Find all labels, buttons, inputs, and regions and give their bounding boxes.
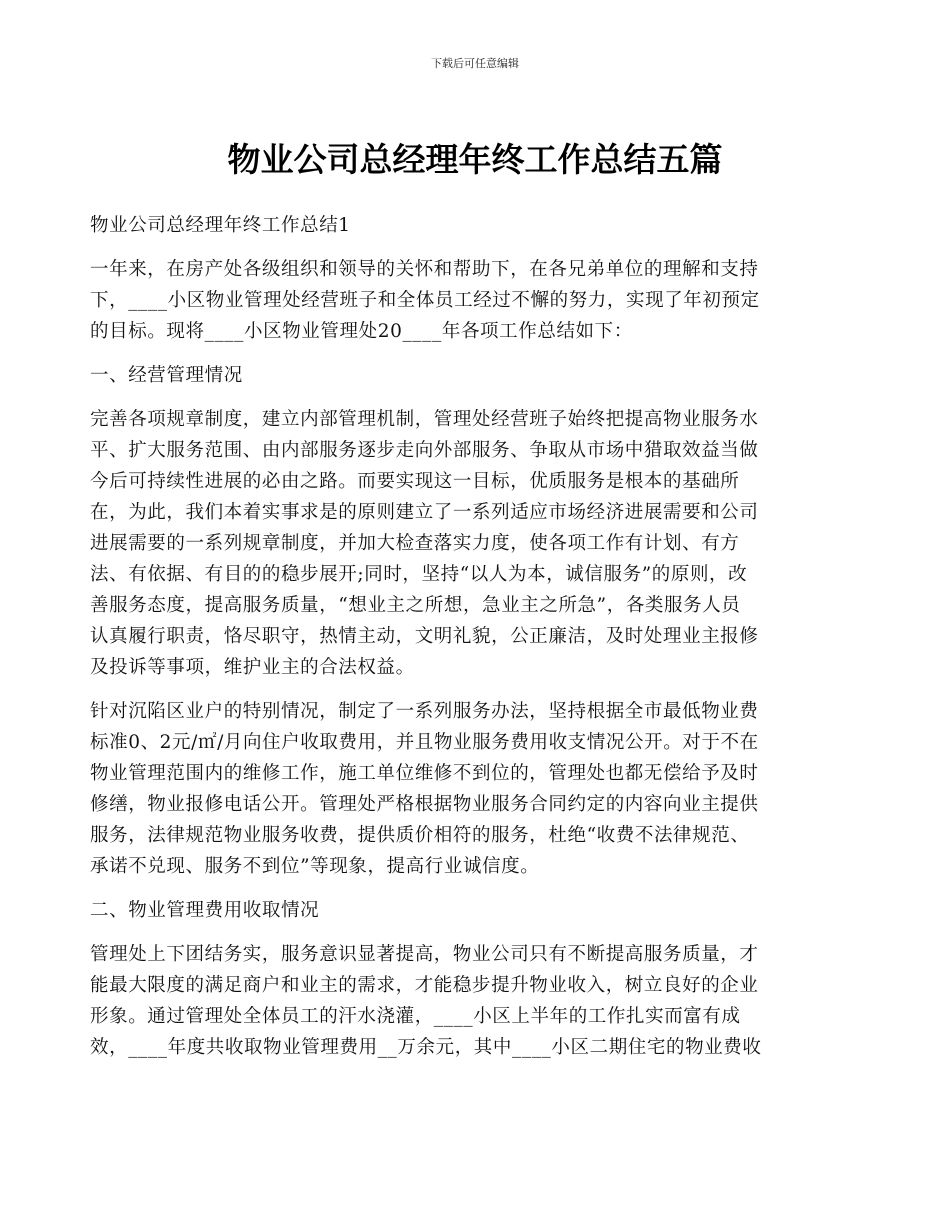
body-paragraph [90, 696, 862, 882]
text-line: 今后可持续性进展的必由之路。而要实现这一目标，优质服务是根本的基础所 [90, 471, 740, 492]
text-line: 平、扩大服务范围、由内部服务逐步走向外部服务、争取从市场中猎取效益当做 [90, 440, 759, 461]
body-paragraph [90, 939, 862, 1063]
section-heading [90, 360, 862, 391]
text-line: 善服务态度，提高服务质量，“想业主之所想，急业主之所急”，各类服务人员 [90, 595, 741, 616]
text-line: 下，____小区物业管理处经营班子和全体员工经过不懈的努力，实现了年初预定 [90, 290, 760, 311]
text-line: 形象。通过管理处全体员工的汗水浇灌，____小区上半年的工作扎实而富有成 [90, 1006, 741, 1027]
text-line: 的目标。现将____小区物业管理处20____年各项工作总结如下： [90, 321, 633, 342]
header-note: 下载后可任意编辑 [431, 57, 519, 70]
text-line: 二、物业管理费用收取情况 [90, 900, 320, 921]
text-line: 在，为此，我们本着实事求是的原则建立了一系列适应市场经济进展需要和公司 [90, 502, 759, 523]
text-line: 及投诉等事项，维护业主的合法权益。 [90, 657, 415, 678]
section-subtitle [90, 210, 862, 241]
section-heading [90, 895, 862, 926]
text-line: 服务，法律规范物业服务收费，提供质价相符的服务，杜绝“收费不法律规范、 [90, 825, 750, 846]
intro-paragraph [90, 254, 862, 347]
document-title: 物业公司总经理年终工作总结五篇 [227, 140, 723, 179]
text-line: 法、有依据、有目的的稳步展开;同时，坚持“以人为本，诚信服务”的原则，改 [90, 564, 748, 585]
text-line: 承诺不兑现、服务不到位”等现象，提高行业诚信度。 [90, 856, 540, 877]
text-line: 物业管理范围内的维修工作，施工单位维修不到位的，管理处也都无偿给予及时 [90, 763, 759, 784]
text-line: 能最大限度的满足商户和业主的需求，才能稳步提升物业收入，树立良好的企业 [90, 975, 759, 996]
text-line: 进展需要的一系列规章制度，并加大检查落实力度，使各项工作有计划、有方 [90, 533, 740, 554]
text-line: 标准0、2元/㎡/月向住户收取费用，并且物业服务费用收支情况公开。对于不在 [90, 732, 759, 753]
text-line: 完善各项规章制度，建立内部管理机制，管理处经营班子始终把提高物业服务水 [90, 409, 759, 430]
text-line: 物业公司总经理年终工作总结1 [90, 215, 351, 236]
document-body [90, 210, 862, 1076]
text-line: 效，____年度共收取物业管理费用__万余元，其中____小区二期住宅的物业费收 [90, 1037, 762, 1058]
text-line: 一年来，在房产处各级组织和领导的关怀和帮助下，在各兄弟单位的理解和支持 [90, 259, 759, 280]
text-line: 修缮，物业报修电话公开。管理处严格根据物业服务合同约定的内容向业主提供 [90, 794, 759, 815]
text-line: 认真履行职责，恪尽职守，热情主动，文明礼貌，公正廉洁，及时处理业主报修 [90, 626, 759, 647]
text-line: 管理处上下团结务实，服务意识显著提高，物业公司只有不断提高服务质量，才 [90, 944, 759, 965]
text-line: 针对沉陷区业户的特别情况，制定了一系列服务办法，坚持根据全市最低物业费 [90, 701, 759, 722]
text-line: 一、经营管理情况 [90, 365, 243, 386]
body-paragraph [90, 404, 862, 683]
